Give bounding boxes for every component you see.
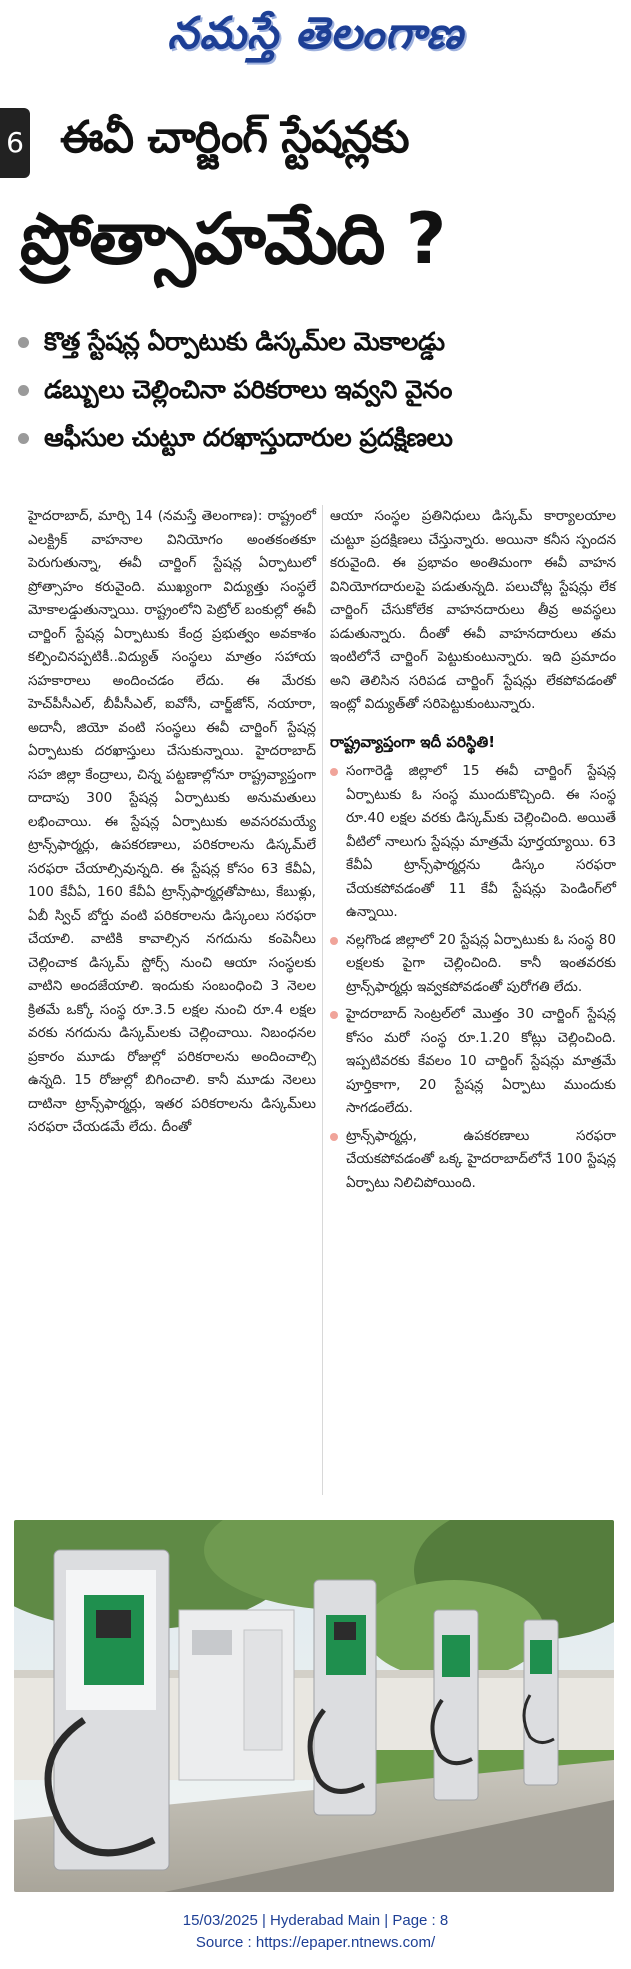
point-dot-icon <box>330 1133 338 1141</box>
headline-bullets <box>14 318 614 462</box>
point-dot-icon <box>330 937 338 945</box>
article-point-text: హైదరాబాద్‌ సెంట్రల్‌లో మొత్తం 30 చార్జింగ్‌ స్టేషన్ల కోసం మరో సంస్థ రూ.1.20 కోట్లు చెల్లించింది. ఇప్పటివరకు కేవలం 10 చార్జింగ్‌ స్టేషన్లు మాత్రమే పూర్తికాగా, 20 స్టేషన్ల ఏర్పాటు ముందుకు సాగడంలేదు. <box>346 1006 616 1116</box>
footer-edition-line: 15/03/2025 | Hyderabad Main | Page : 8 <box>182 1912 449 1929</box>
point-dot-icon <box>330 1011 338 1019</box>
headline-line-1: ఈవీ చార్జింగ్ స్టేషన్లకు <box>60 112 409 163</box>
bullet-dot-icon <box>18 385 29 396</box>
headline-bullet <box>14 366 614 414</box>
article-point-text: సంగారెడ్డి జిల్లాలో 15 ఈవీ చార్జింగ్‌ స్టేషన్ల ఏర్పాటుకు ఓ సంస్థ ముందుకొచ్చింది. ఈ సంస్థ రూ.40 లక్షల వరకు డిస్కమ్‌కు చెల్లించింది. అయితే వీటిలో నాలుగు స్టేషన్లు మాత్రమే పూర్తయ్యాయి. 63 కేవీఏ ట్రాన్స్‌ఫార్మర్లను డిస్కం సరఫరా చేయకపోవడంతో 11 కేవీ స్టేషన్లు పెండింగ్‌లో ఉన్నాయి. <box>346 763 616 920</box>
article-point <box>330 1125 616 1196</box>
headline-line-2: ప్రోత్సాహమేది ? <box>20 198 445 280</box>
page-tab-marker: 6 <box>0 108 30 178</box>
headline-bullet <box>14 318 614 366</box>
bullet-dot-icon <box>18 337 29 348</box>
bullet-text: డబ్బులు చెల్లించినా పరికరాలు ఇవ్వని వైనం <box>44 375 452 404</box>
article-column-right <box>330 505 616 1199</box>
article-point <box>330 1003 616 1121</box>
article-body-left: హైదరాబాద్‌, మార్చి 14 (నమస్తే తెలంగాణ): రాష్ట్రంలో ఎలక్ట్రిక్‌ వాహనాల వినియోగం అంతకంతకూ పెరుగుతున్నా, ఈవీ చార్జింగ్‌ స్టేషన్ల ఏర్పాటులో ప్రోత్సాహం కరువైంది. ముఖ్యంగా విద్యుత్తు సంస్థలే మోకాలడ్డుతున్నాయి. రాష్ట్రంలోని పెట్రోల్‌ బంకుల్లో ఈవీ చార్జింగ్‌ స్టేషన్ల ఏర్పాటుకు కేంద్ర ప్రభుత్వం అవకాశం కల్పించినప్పటికీ..విద్యుత్‌ సంస్థలు మాత్రం సహాయ సహకారాలు అందించడం లేదు. ఈ మేరకు హెచ్‌పీసీఎల్‌, బీపీసీఎల్‌, ఐవోసీ, చార్జ్‌జోన్‌, నయారా, అదానీ, జియో వంటి సంస్థలు ఈవీ చార్జింగ్‌ స్టేషన్ల ఏర్పాటుకు దరఖాస్తులు చేసుకున్నాయి. హైదరాబాద్‌ సహ జిల్లా కేంద్రాలు, చిన్న పట్టణాల్లోనూ రాష్ట్రవ్యాప్తంగా దాదాపు 300 స్టేషన్ల ఏర్పాటుకు అనుమతులు లభించాయి. ఈ స్టేషన్ల ఏర్పాటుకు అవసరమయ్యే ట్రాన్స్‌ఫార్మర్లు, ఉపకరణాలు, పరికరాలను డిస్కమ్‌లే సరఫరా చేయాల్సివున్నది. ఈ స్టేషన్ల కోసం 63 కేవీఏ, 100 కేవీఏ, 160 కేవీఏ ట్రాన్స్‌ఫార్మర్లతోపాటు, కేబుళ్లు, ఏబీ స్విచ్‌ బోర్డు వంటి పరికరాలను డిస్కంలు సరఫరా చేయాలి. వాటికి కావాల్సిన నగదును కంపెనీలు చెల్లించాక డిస్కమ్‌ స్టోర్స్‌ నుంచి ఆయా సంస్థలకు వాటిని అందజేయాలి. ఇందుకు సంబంధించి 3 నెలల క్రితమే ఒక్కో సంస్థ రూ.3.5 లక్షల నుంచి రూ.4 లక్షల వరకు నగదును డిస్కమ్‌లకు చెల్లించాయి. నిబంధనల ప్రకారం మూడు రోజుల్లో పరికరాలను అందించాల్సి ఉన్నది. 15 రోజుల్లో బిగించాలి. కానీ మూడు నెలలు దాటినా ట్రాన్స్‌ఫార్మర్లు, ఇతర పరికరాలను డిస్కమ్‌లు సరఫరా చేయడమే లేదు. దీంతో <box>28 508 316 1135</box>
headline-bullet <box>14 414 614 462</box>
newspaper-logo: నమస్తే తెలంగాణ <box>167 8 464 59</box>
masthead <box>0 0 631 95</box>
point-dot-icon <box>330 768 338 776</box>
article-subhead: రాష్ట్రవ్యాప్తంగా ఇదీ పరిస్థితి! <box>330 732 496 751</box>
article-column-left <box>28 505 316 1140</box>
footer <box>0 1910 631 1954</box>
article-point-text: ట్రాన్స్‌ఫార్మర్లు, ఉపకరణాలు సరఫరా చేయకపోవడంతో ఒక్క హైదరాబాద్‌లోనే 100 స్టేషన్ల ఏర్పాటు నిలిచిపోయింది. <box>346 1127 616 1191</box>
bullet-text: ఆఫీసుల చుట్టూ దరఖాస్తుదారుల ప్రదక్షిణలు <box>44 423 453 452</box>
ev-charging-stations-photo <box>14 1520 614 1892</box>
article-body-right: ఆయా సంస్థల ప్రతినిధులు డిస్కమ్‌ కార్యాలయాల చుట్టూ ప్రదక్షిణలు చేస్తున్నారు. అయినా కనీస స్పందన కరువైంది. ఈ ప్రభావం అంతిమంగా ఈవీ వాహన వినియోగదారులపై పడుతున్నది. పలుచోట్ల స్టేషన్లు లేక చార్జింగ్‌ చేసుకోలేక వాహనదారులు తీవ్ర అవస్థలు పడుతున్నారు. దీంతో ఈవీ వాహనదారులు తమ ఇంటిలోనే చార్జింగ్‌ పెట్టుకుంటున్నారు. ఇది ప్రమాదం అని తెలిసిన సరిపడ చార్జింగ్‌ స్టేషన్లు లేకపోవడంతో ఇంట్లో విద్యుత్‌తో సరిపెట్టుకుంటున్నారు. <box>330 508 616 712</box>
bullet-text: కొత్త స్టేషన్ల ఏర్పాటుకు డిస్కమ్‌ల మెకాలడ్డు <box>44 327 445 356</box>
bullet-dot-icon <box>18 433 29 444</box>
article-point-text: నల్లగొండ జిల్లాలో 20 స్టేషన్ల ఏర్పాటుకు ఓ సంస్థ 80 లక్షలకు పైగా చెల్లించింది. కానీ ఇంతవరకు ట్రాన్స్‌ఫార్మర్లు ఇవ్వకపోవడంతో పురోగతి లేదు. <box>346 931 616 995</box>
column-divider <box>322 505 323 1495</box>
footer-source-line: Source : https://epaper.ntnews.com/ <box>195 1934 436 1951</box>
article-point <box>330 929 616 1000</box>
article-point <box>330 760 616 925</box>
